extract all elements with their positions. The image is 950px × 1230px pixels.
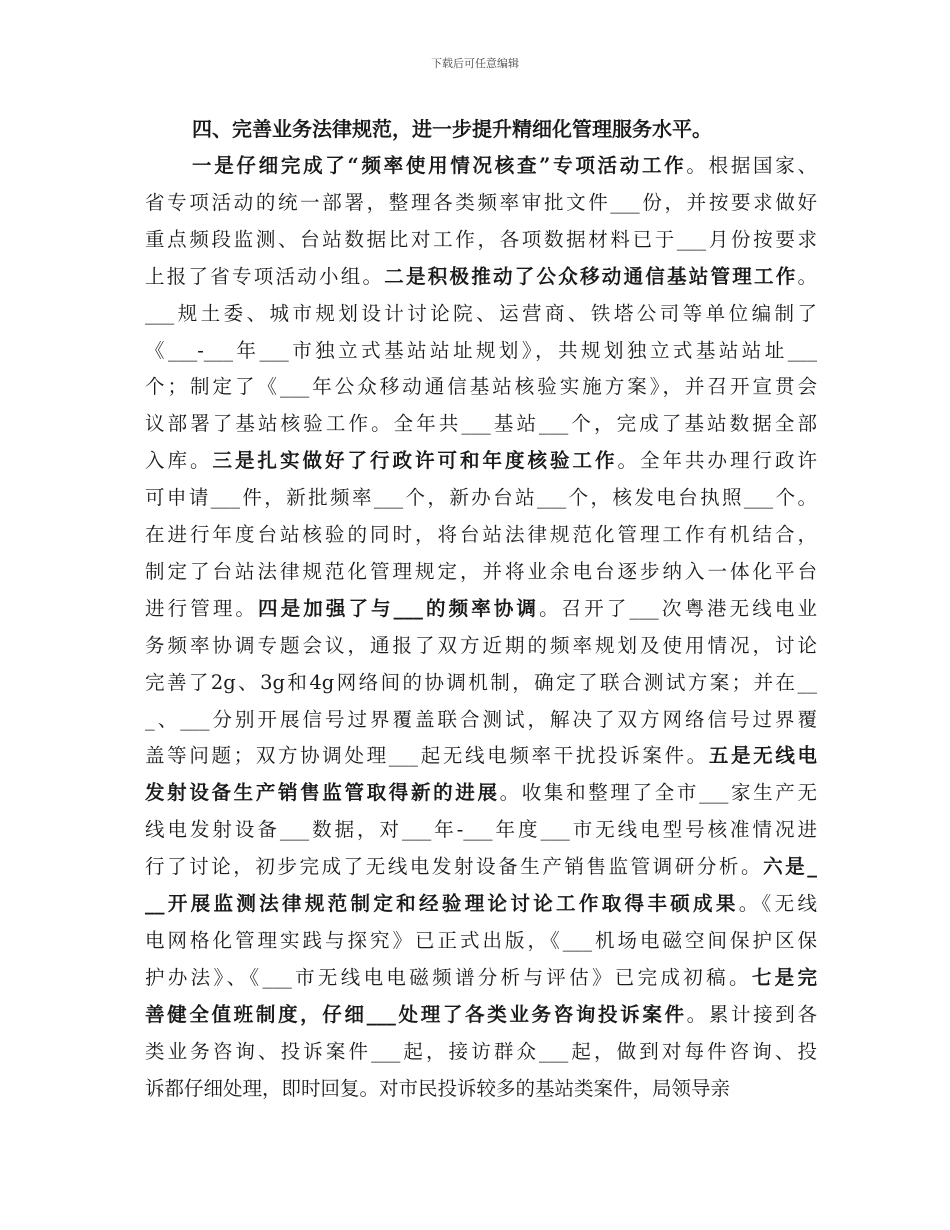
bold-text: 六是_: [763, 855, 817, 879]
text-span: 。《无线: [738, 892, 817, 915]
text-line: [145, 702, 817, 738]
text-line: [145, 849, 817, 885]
text-span: 。全年共办理行政许: [617, 449, 817, 473]
text-span: 务频率协调专题会议，通报了双方近期的频率规划及使用情况，讨论: [145, 633, 817, 657]
text-span: 。累计接到各: [686, 1002, 817, 1026]
text-span: 。收集和整理了全市___家生产无: [499, 781, 817, 805]
text-span: 在进行年度台站核验的同时，将台站法律规范化管理工作有机结合，: [145, 523, 817, 546]
text-span: 行了讨论，初步完成了无线电发射设备生产销售监管调研分析。: [145, 855, 764, 879]
page-header-watermark: 下载后可任意编辑: [431, 57, 519, 70]
text-line: [145, 222, 817, 258]
text-line: [145, 960, 817, 996]
text-span: 上报了省专项活动小组。: [145, 264, 385, 288]
text-span: 省专项活动的统一部署，整理各类频率审批文件___份，并按要求做好: [145, 190, 817, 214]
text-line: [145, 886, 817, 922]
text-line: [145, 333, 817, 369]
text-line: [145, 812, 817, 848]
text-line: [145, 591, 817, 627]
text-span: 进行管理。: [145, 596, 259, 620]
bold-text: __开展监测法律规范制定和经验理论讨论工作取得丰硕成果: [145, 892, 739, 915]
text-span: 制定了台站法律规范化管理规定，并将业余电台逐步纳入一体化平台: [145, 559, 817, 583]
text-line: [145, 406, 817, 442]
text-span: 。召开了___次粤港无线电业: [539, 596, 817, 620]
text-span: 重点频段监测、台站数据比对工作，各项数据材料已于___月份按要求: [145, 227, 817, 251]
text-line: [145, 628, 817, 664]
text-span: 完善了2g、3g和4g网络间的协调机制，确定了联合测试方案；并在__: [145, 670, 817, 694]
text-line: [145, 738, 817, 774]
bold-text: 善健全值班制度，仔细___处理了各类业务咨询投诉案件: [145, 1002, 687, 1026]
bold-text: 一是仔细完成了“频率使用情况核查”专项活动工作: [192, 154, 687, 177]
text-span: 诉都仔细处理，即时回复。对市民投诉较多的基站类案件，局领导亲: [145, 1076, 731, 1100]
text-span: ___规土委、城市规划设计讨论院、运营商、铁塔公司等单位编制了: [145, 301, 817, 325]
text-line: [192, 148, 817, 184]
bold-text: 二是积极推动了公众移动通信基站管理工作: [384, 264, 798, 288]
bold-text: 五是无线电: [708, 744, 817, 768]
text-line: [145, 296, 817, 332]
text-span: 可申请___件，新批频率___个，新办台站___个，核发电台执照___个。: [145, 486, 817, 510]
text-span: 护办法》、《___市无线电电磁频谱分析与评估》已完成初稿。: [145, 965, 752, 989]
text-line: [145, 517, 817, 553]
text-span: 。根据国家、: [686, 154, 817, 177]
text-line: [145, 554, 817, 590]
text-line: [145, 1071, 817, 1107]
bold-text: 四是加强了与___的频率协调: [258, 596, 540, 620]
text-line: [145, 997, 817, 1033]
text-span: 类业务咨询、投诉案件___起，接访群众___起，做到对每件咨询、投: [145, 1039, 817, 1063]
text-line: [145, 369, 817, 405]
bold-text: 三是扎实做好了行政许可和年度核验工作: [212, 449, 618, 473]
text-line: [145, 480, 817, 516]
text-line: [145, 665, 817, 701]
text-line: [145, 923, 817, 959]
text-line: [145, 775, 817, 811]
bold-text: 七是完: [751, 965, 817, 989]
text-span: 《___-___年___市独立式基站站址规划》，共规划独立式基站站址___: [145, 338, 817, 362]
text-span: 线电发射设备___数据，对___年-___年度___市无线电型号核准情况进: [145, 818, 817, 842]
text-span: _、___分别开展信号过界覆盖联合测试，解决了双方网络信号过界覆: [145, 707, 817, 731]
text-span: 入库。: [145, 449, 213, 473]
text-span: 个；制定了《___年公众移动通信基站核验实施方案》，并召开宣贯会: [145, 375, 817, 399]
text-span: 。: [797, 264, 817, 288]
section-heading: 四、完善业务法律规范，进一步提升精细化管理服务水平。: [192, 117, 712, 141]
bold-text: 发射设备生产销售监管取得新的进展: [145, 781, 500, 805]
text-span: 盖等问题；双方协调处理___起无线电频率干扰投诉案件。: [145, 744, 709, 768]
text-span: 议部署了基站核验工作。全年共___基站___个，完成了基站数据全部: [145, 412, 817, 436]
text-line: [145, 1034, 817, 1070]
text-span: 电网格化管理实践与探究》已正式出版，《___机场电磁空间保护区保: [145, 928, 817, 952]
text-line: [145, 185, 817, 221]
text-line: [145, 443, 817, 479]
text-line: [145, 259, 817, 295]
